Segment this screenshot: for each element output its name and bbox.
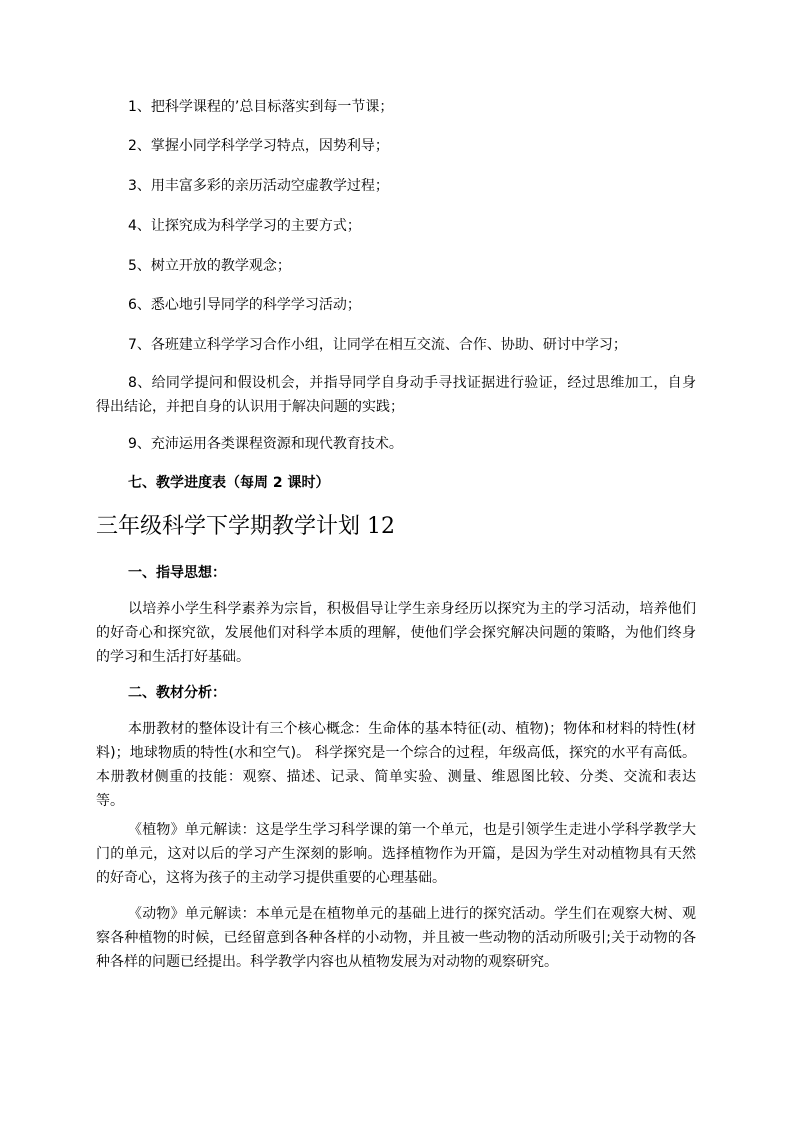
section-heading: 二、教材分析：	[128, 685, 226, 701]
list-item: 5、树立开放的教学观念；	[128, 258, 291, 274]
list-item: 8、给同学提问和假设机会，并指导同学自身动手寻找证据进行验证，经过思维加工，自身得出结论，并把自身的认识用于解决问题的实践；	[96, 375, 696, 415]
section-heading: 七、教学进度表（每周 2 课时）	[128, 475, 330, 491]
list-item: 9、充沛运用各类课程资源和现代教育技术。	[128, 436, 403, 452]
document-title: 三年级科学下学期教学计划 12	[96, 514, 395, 539]
list-item: 4、让探究成为科学学习的主要方式；	[128, 218, 361, 234]
paragraph: 《植物》单元解读：这是学生学习科学课的第一个单元，也是引领学生走进小学科学教学大门的单元，这对以后的学习产生深刻的影响。选择植物作为开篇，是因为学生对动植物具有天然的好奇心，这将为孩子的主动学习提供重要的心理基础。	[96, 822, 696, 886]
list-item: 1、把科学课程的’总目标落实到每一节课；	[128, 99, 394, 115]
list-item: 2、掌握小同学科学学习特点，因势利导；	[128, 138, 389, 154]
paragraph: 《动物》单元解读：本单元是在植物单元的基础上进行的探究活动。学生们在观察大树、观察各种植物的时候，已经留意到各种各样的小动物，并且被一些动物的活动所吸引;关于动物的各种各样的问题已经提出。科学教学内容也从植物发展为对动物的观察研究。	[96, 906, 696, 970]
paragraph: 以培养小学生科学素养为宗旨，积极倡导让学生亲身经历以探究为主的学习活动，培养他们的好奇心和探究欲，发展他们对科学本质的理解，使他们学会探究解决问题的策略，为他们终身的学习和生活打好基础。	[96, 601, 696, 665]
paragraph: 本册教材的整体设计有三个核心概念：生命体的基本特征(动、植物)；物体和材料的特性(材料)；地球物质的特性(水和空气)。 科学探究是一个综合的过程，年级高低，探究的水平有高低。本册教材侧重的技能：观察、描述、记录、简单实验、测量、维恩图比较、分类、交流和表达等。	[96, 721, 696, 809]
list-item: 3、用丰富多彩的亲历活动空虚教学过程；	[128, 178, 389, 194]
list-item: 6、悉心地引导同学的科学学习活动；	[128, 297, 361, 313]
list-item: 7、各班建立科学学习合作小组，让同学在相互交流、合作、协助、研讨中学习；	[128, 337, 627, 353]
section-heading: 一、指导思想：	[128, 565, 226, 581]
